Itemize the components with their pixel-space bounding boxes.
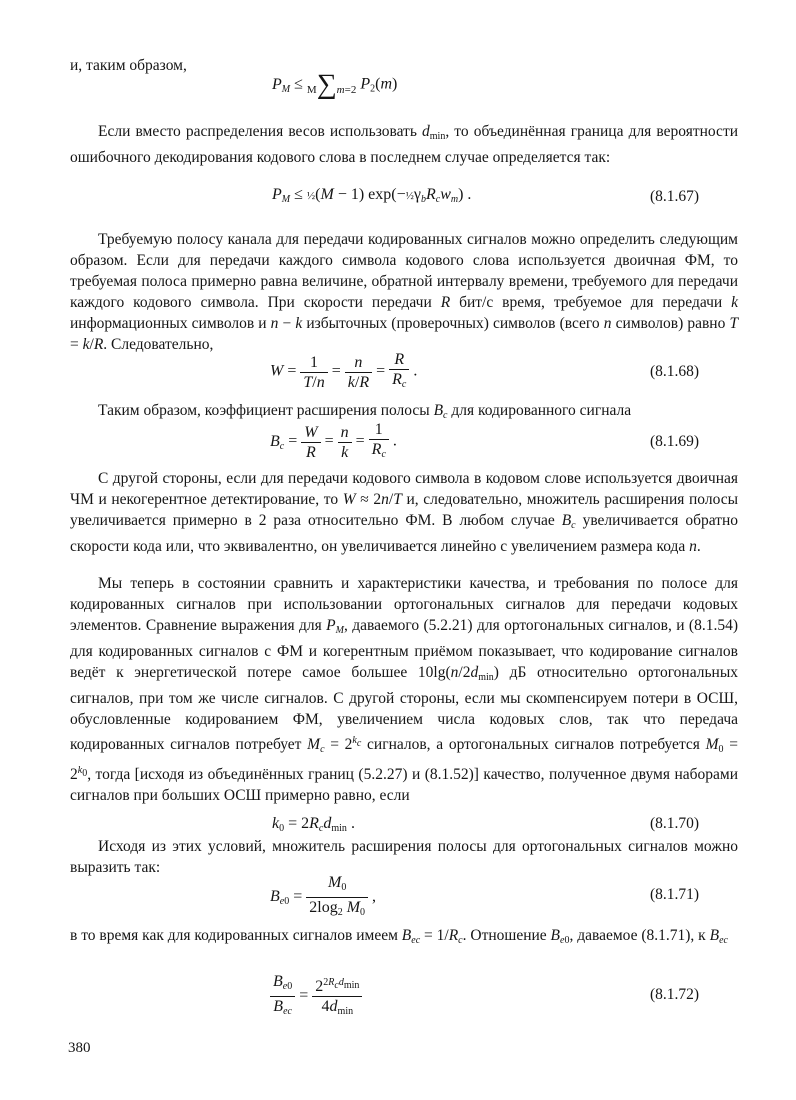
equation-8-1-69: $B_c$ = $\frac{W}{R}$ = $\frac{n}{k}$ = $\frac{1}{R_c}$ . bbox=[270, 421, 397, 461]
equation-8-1-68: W = $\frac{1}{T/n}$ = $\frac{n}{k/R}$ = $\frac{R}{R_c}$ . bbox=[270, 351, 418, 391]
paragraph-comparison: Мы теперь в состоянии сравнить и характеристики качества, и требования по полосе для кодированных сигналов при использовании ортогональных сигналов для передачи кодовых элементов. Сравнение выражения для $P_M$, даваемого (5.2.21) для ортогональных сигналов, и (8.1.54) для кодированных сигналов с ФМ и когерентным приёмом показывает, что кодирование сигналов ведёт к энергетической потере самое большее $10\lg(n/2d_{min})$ дБ относительно ортогональных сигналов, при том же числе сигналов. С другой стороны, если мы скомпенсируем потери в ОСШ, обусловленные кодированием ФМ, увеличением числа кодовых слов, так что передача кодированных сигналов потребует $M_c = 2^{k_c}$ сигналов, а ортогональных сигналов потребуется $M_0 = 2^{k_0}$, тогда [исходя из объединённых границ (5.2.27) и (8.1.52)] качество, полученное двумя наборами сигналов при больших ОСШ примерно равно, если bbox=[70, 575, 739, 804]
paragraph-orthogonal: Исходя из этих условий, множитель расширения полосы для ортогональных сигналов можно выразить так: bbox=[70, 838, 738, 876]
eq-number-8-1-70: (8.1.70) bbox=[650, 815, 700, 832]
paragraph-ratio: в то время как для кодированных сигналов имеем $B_{ec} = 1/R_c$. Отношение $B_{e0}$, даваемое (8.1.71), к $B_{ec}$ bbox=[70, 927, 728, 946]
eq-number-8-1-67: (8.1.67) bbox=[650, 188, 700, 205]
paragraph-expansion: Таким образом, коэффициент расширения полосы $B_c$ для кодированного сигнала bbox=[98, 402, 632, 421]
paragraph-fsk: С другой стороны, если для передачи кодового символа в кодовом слове используется двоичная ЧМ и некогерентное детектирование, то W ≈ 2n/T и, следовательно, множитель расширения полосы увеличивается примерно в 2 раза относительно ФМ. В любом случае $B_c$ увеличивается обратно скорости кода или, что эквивалентно, он увеличивается линейно с увеличением размера кода n. bbox=[70, 470, 739, 555]
equation-8-1-72: $\frac{B_{e0}}{B_{ec}}$ = $\frac{2^{2R_cd_{min}}}{4d_{min}}$ bbox=[270, 972, 362, 1021]
equation-8-1-67: $P_M$ ≤ ½(M − 1) $\exp(-\frac{1}{2}\gamma_bR_cw_m)$ . bbox=[272, 186, 472, 205]
eq-number-8-1-68: (8.1.68) bbox=[650, 363, 700, 380]
equation-8-1-71: $B_{e0}$ = $\frac{M_0}{2\log_2 M_0}$ , bbox=[270, 874, 377, 918]
eq-number-8-1-72: (8.1.72) bbox=[650, 986, 700, 1003]
paragraph-intro: и, таким образом, bbox=[70, 57, 187, 74]
paragraph-dmin: Если вместо распределения весов использовать $d_{min}$, то объединённая граница для вероятности ошибочного декодирования кодового слова в последнем случае определяется так: bbox=[70, 123, 739, 166]
paragraph-bandwidth: Требуемую полосу канала для передачи кодированных сигналов можно определить следующим образом. Если для передачи каждого символа кодового слова используется двоичная ФМ, то требуемая полоса примерно равна величине, обратной интервалу времени, требуемого для передачи каждого кодового символа. При скорости передачи R бит/с время, требуемое для передачи k информационных символов и n − k избыточных (проверочных) символов (всего n символов) равно T = k/R. Следовательно, bbox=[70, 231, 739, 353]
eq-number-8-1-69: (8.1.69) bbox=[650, 433, 700, 450]
equation-8-1-70: $k_0 = 2R_cd_{min}$ . bbox=[272, 815, 355, 834]
eq-number-8-1-71: (8.1.71) bbox=[650, 886, 700, 903]
page-number: 380 bbox=[68, 1040, 91, 1056]
equation-pm-sum: $P_M \le M\sum m=2$ $P_2(m)$ bbox=[272, 69, 398, 100]
